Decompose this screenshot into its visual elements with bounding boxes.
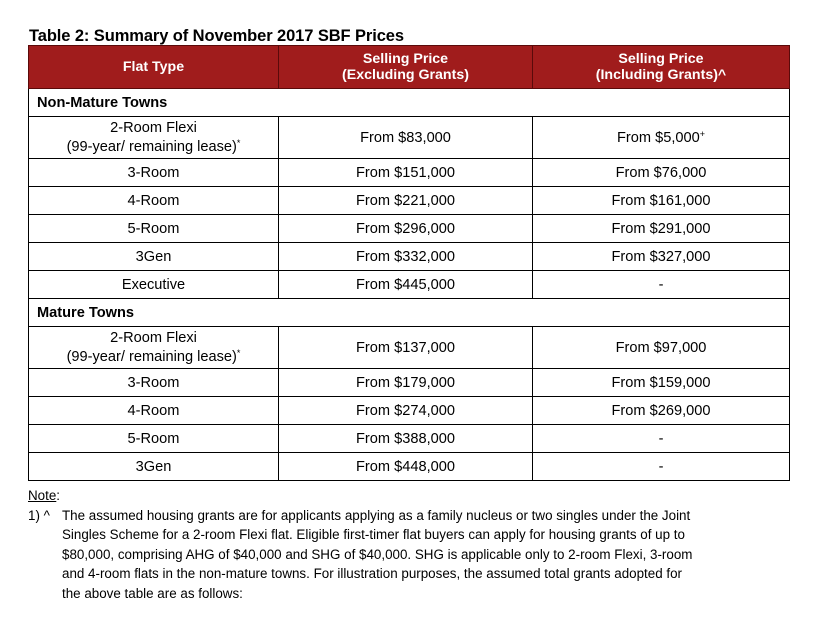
price-including-cell: From $97,000 xyxy=(533,327,790,369)
flat-type-cell: 3Gen xyxy=(29,453,279,481)
table-row xyxy=(29,327,790,369)
note-line: The assumed housing grants are for applicants applying as a family nucleus or two singles under the Joint xyxy=(62,507,691,523)
note-text xyxy=(62,506,792,604)
price-including-cell: From $76,000 xyxy=(533,159,790,187)
note-item xyxy=(28,506,792,604)
flat-type-cell: 4-Room xyxy=(29,187,279,215)
price-excluding-cell: From $388,000 xyxy=(279,425,533,453)
note-line: the above table are as follows: xyxy=(62,585,243,601)
price-excluding-cell: From $274,000 xyxy=(279,397,533,425)
price-excluding-cell: From $296,000 xyxy=(279,215,533,243)
flat-type-cell: 5-Room xyxy=(29,425,279,453)
note-line: $80,000, comprising AHG of $40,000 and SHG of $40,000. SHG is applicable only to 2-room Flexi, 3-room xyxy=(62,546,693,562)
price-excluding-cell: From $448,000 xyxy=(279,453,533,481)
section-heading: Mature Towns xyxy=(29,299,790,327)
table-row xyxy=(29,453,790,481)
section-row xyxy=(29,89,790,117)
price-excluding-cell: From $137,000 xyxy=(279,327,533,369)
flat-type-cell: 4-Room xyxy=(29,397,279,425)
header-price-excluding: Selling Price (Excluding Grants) xyxy=(279,46,533,89)
flat-type-cell: 2-Room Flexi (99-year/ remaining lease)* xyxy=(29,327,279,369)
section-row xyxy=(29,299,790,327)
table-row xyxy=(29,271,790,299)
flat-type-cell: Executive xyxy=(29,271,279,299)
price-excluding-cell: From $83,000 xyxy=(279,117,533,159)
price-including-cell: - xyxy=(533,425,790,453)
price-including-cell: From $291,000 xyxy=(533,215,790,243)
flat-type-cell: 2-Room Flexi (99-year/ remaining lease)* xyxy=(29,117,279,159)
price-including-cell: - xyxy=(533,453,790,481)
table-row xyxy=(29,187,790,215)
table-row xyxy=(29,159,790,187)
table-row xyxy=(29,243,790,271)
price-including-cell: From $5,000+ xyxy=(533,117,790,159)
table-row xyxy=(29,117,790,159)
flat-type-cell: 3Gen xyxy=(29,243,279,271)
price-excluding-cell: From $221,000 xyxy=(279,187,533,215)
price-including-cell: From $269,000 xyxy=(533,397,790,425)
price-including-cell: - xyxy=(533,271,790,299)
price-including-cell: From $327,000 xyxy=(533,243,790,271)
note-line: and 4-room flats in the non-mature towns. For illustration purposes, the assumed total grants adopted for xyxy=(62,566,683,581)
note-number: 1) ^ xyxy=(28,507,50,523)
table-row xyxy=(29,425,790,453)
header-flat-type: Flat Type xyxy=(29,46,279,89)
table-header-row xyxy=(29,46,790,89)
price-excluding-cell: From $179,000 xyxy=(279,369,533,397)
table-title: Table 2: Summary of November 2017 SBF Prices xyxy=(29,27,404,45)
price-including-cell: From $161,000 xyxy=(533,187,790,215)
price-table xyxy=(28,45,790,481)
note-line: Singles Scheme for a 2-room Flexi flat. Eligible first-timer flat buyers can apply for housing grants of up to xyxy=(62,527,685,542)
price-including-cell: From $159,000 xyxy=(533,369,790,397)
table-row xyxy=(29,369,790,397)
flat-type-cell: 3-Room xyxy=(29,369,279,397)
notes-heading: Note: xyxy=(28,488,61,503)
flat-type-cell: 3-Room xyxy=(29,159,279,187)
notes xyxy=(28,486,792,603)
price-excluding-cell: From $332,000 xyxy=(279,243,533,271)
header-price-including: Selling Price (Including Grants)^ xyxy=(533,46,790,89)
price-excluding-cell: From $151,000 xyxy=(279,159,533,187)
flat-type-cell: 5-Room xyxy=(29,215,279,243)
table-row xyxy=(29,397,790,425)
price-excluding-cell: From $445,000 xyxy=(279,271,533,299)
table-row xyxy=(29,215,790,243)
section-heading: Non-Mature Towns xyxy=(29,89,790,117)
